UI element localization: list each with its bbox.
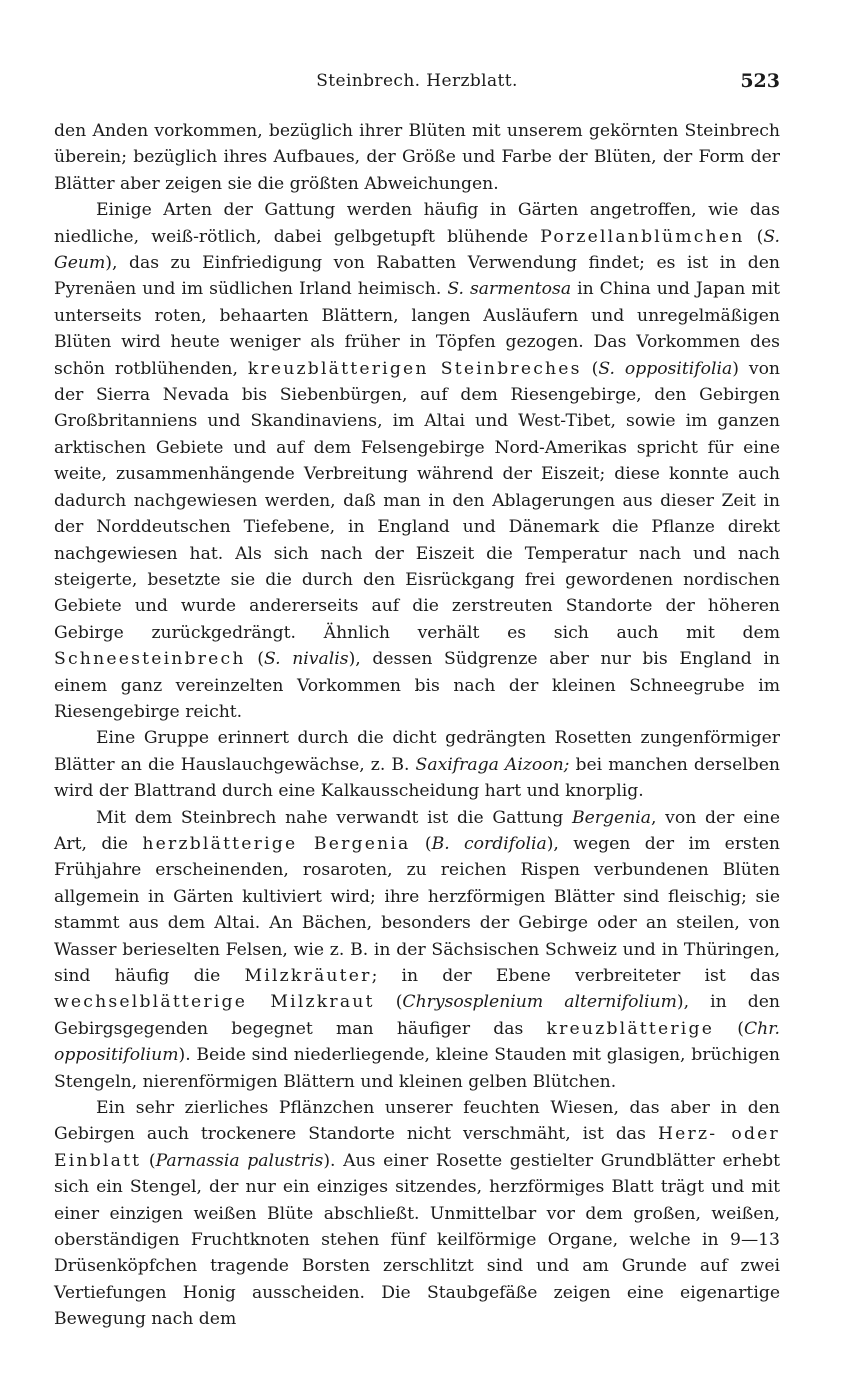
italic-term: S. sarmentosa	[447, 279, 572, 300]
running-head: Steinbrech. Herzblatt.	[316, 71, 518, 91]
page-header	[54, 66, 780, 96]
text-run: ). Aus einer Rosette gestielter Grundblätter erhebt sich ein Stengel, der nur ein einziges sitzendes, herzförmiges Blatt trägt und mit einer einzigen weißen Blüte abschließt. Unmittelbar vor dem großen, weißen, oberständigen Fruchtknoten stehen fünf keilförmige Organe, welche in 9—13 Drüsenköpfchen tragende Borsten zerschlitzt sind und am Grunde auf zwei Vertiefungen Honig ausscheiden. Die Staubgefäße zeigen eine eigenartige Bewegung nach dem	[54, 1150, 781, 1330]
text-run: den Anden vorkommen, bezüglich ihrer Blüten mit unserem gekörnten Steinbrech überein; bezüglich ihres Aufbaues, der Größe und Farbe der Blüten, der Form der Blätter aber zeigen sie die größten Abweichungen.	[54, 121, 780, 194]
body-text	[54, 118, 780, 1333]
italic-term: S. Geum	[54, 226, 780, 274]
paragraph	[54, 1095, 780, 1333]
spaced-term: Herz- oder Einblatt	[54, 1124, 780, 1171]
spaced-term: Porzellanblümchen	[540, 226, 745, 247]
text-run: (	[714, 1018, 744, 1039]
text-run: (	[141, 1150, 156, 1171]
text-run: ; in der Ebene verbreiteter ist das	[371, 966, 781, 986]
text-run: (	[374, 992, 403, 1013]
page-number: 523	[740, 70, 780, 92]
text-run: Eine Gruppe erinnert durch die dicht gedrängten Rosetten zungenförmiger Blätter an die Hauslauchgewächse, z. B.	[54, 728, 780, 775]
text-run: ), in den Gebirgsgegenden begegnet man häufiger das	[54, 992, 780, 1039]
spaced-term: kreuzblätterigen Steinbreches	[247, 358, 582, 379]
text-run: (	[410, 833, 432, 854]
spaced-term: Schneesteinbrech	[54, 649, 246, 670]
italic-term: Saxifraga Aizoon;	[415, 754, 570, 775]
paragraph	[54, 805, 780, 1095]
text-run: in China und Japan mit unterseits roten, behaarten Blättern, langen Ausläufern und unregelmäßigen Blüten wird heute weniger als früher in Töpfen gezogen. Das Vorkommen des schön rotblühenden,	[54, 279, 781, 379]
spaced-term: wechselblätterige Milzkraut	[54, 992, 375, 1013]
italic-term: Bergenia	[572, 807, 652, 828]
italic-term: B. cordifolia	[431, 833, 547, 854]
text-run: ) von der Sierra Nevada bis Siebenbürgen, auf dem Riesengebirge, den Gebirgen Großbritanniens und Skandinaviens, im Altai und West-Tibet, sowie im ganzen arktischen Gebiete und auf dem Felsengebirge Nord-Amerikas spricht für eine weite, zusammenhängende Verbreitung während der Eiszeit; diese konnte auch dadurch nachgewiesen werden, daß man in den Ablagerungen aus dieser Zeit in der Norddeutschen Tiefebene, in England und Dänemark die Pflanze direkt nachgewiesen hat. Als sich nach der Eiszeit die Temperatur nach und nach steigerte, besetzte sie die durch den Eisrückgang frei gewordenen nordischen Gebiete und wurde andererseits auf die zerstreuten Standorte der höheren Gebirge zurückgedrängt. Ähnlich verhält es sich auch mit dem	[54, 358, 781, 643]
italic-term: Chrysosplenium alternifolium	[402, 992, 677, 1013]
italic-term: S. nivalis	[263, 649, 349, 670]
italic-term: Parnassia palustris	[155, 1150, 324, 1171]
italic-term: Chr. oppositifolium	[54, 1018, 780, 1066]
text-run: (	[245, 649, 264, 670]
italic-term: S. oppositifolia	[598, 358, 733, 379]
text-run: (	[581, 358, 599, 379]
spaced-term: Milzkräuter	[244, 966, 372, 986]
text-run: bei manchen derselben wird der Blattrand durch eine Kalkausscheidung hart und knorplig.	[54, 754, 781, 802]
text-run: ), wegen der im ersten Frühjahre erscheinenden, rosaroten, zu reichen Rispen verbundenen Blüten allgemein in Gärten kultiviert wird; ihre herzförmigen Blätter sind fleischig; sie stammt aus dem Altai. An Bächen, besonders der Gebirge oder an steilen, von Wasser berieselten Felsen, wie z. B. in der Sächsischen Schweiz und in Thüringen, sind häufig die	[54, 833, 780, 986]
text-run: Einige Arten der Gattung werden häufig in Gärten angetroffen, wie das niedliche, weiß-rötlich, dabei gelbgetupft blühende	[54, 200, 780, 247]
spaced-term: kreuzblätterige	[546, 1018, 715, 1039]
paragraph	[54, 725, 780, 804]
text-run: ). Beide sind niederliegende, kleine Stauden mit glasigen, brüchigen Stengeln, nierenförmigen Blättern und kleinen gelben Blütchen.	[54, 1045, 780, 1092]
paragraph	[54, 118, 780, 197]
text-run: (	[744, 226, 764, 247]
text-run: ), das zu Einfriedigung von Rabatten Verwendung findet; es ist in den Pyrenäen und im südlichen Irland heimisch.	[54, 253, 780, 300]
text-run: Mit dem Steinbrech nahe verwandt ist die Gattung	[96, 807, 572, 828]
spaced-term: herzblätterige Bergenia	[142, 833, 411, 854]
text-run: , von der eine Art, die	[54, 807, 781, 854]
text-run: ), dessen Südgrenze aber nur bis England in einem ganz vereinzelten Vorkommen bis nach der kleinen Schneegrube im Riesengebirge reicht.	[54, 649, 780, 722]
paragraph	[54, 197, 780, 725]
text-run: Ein sehr zierliches Pflänzchen unserer feuchten Wiesen, das aber in den Gebirgen auch trockenere Standorte nicht verschmäht, ist das	[54, 1098, 780, 1145]
